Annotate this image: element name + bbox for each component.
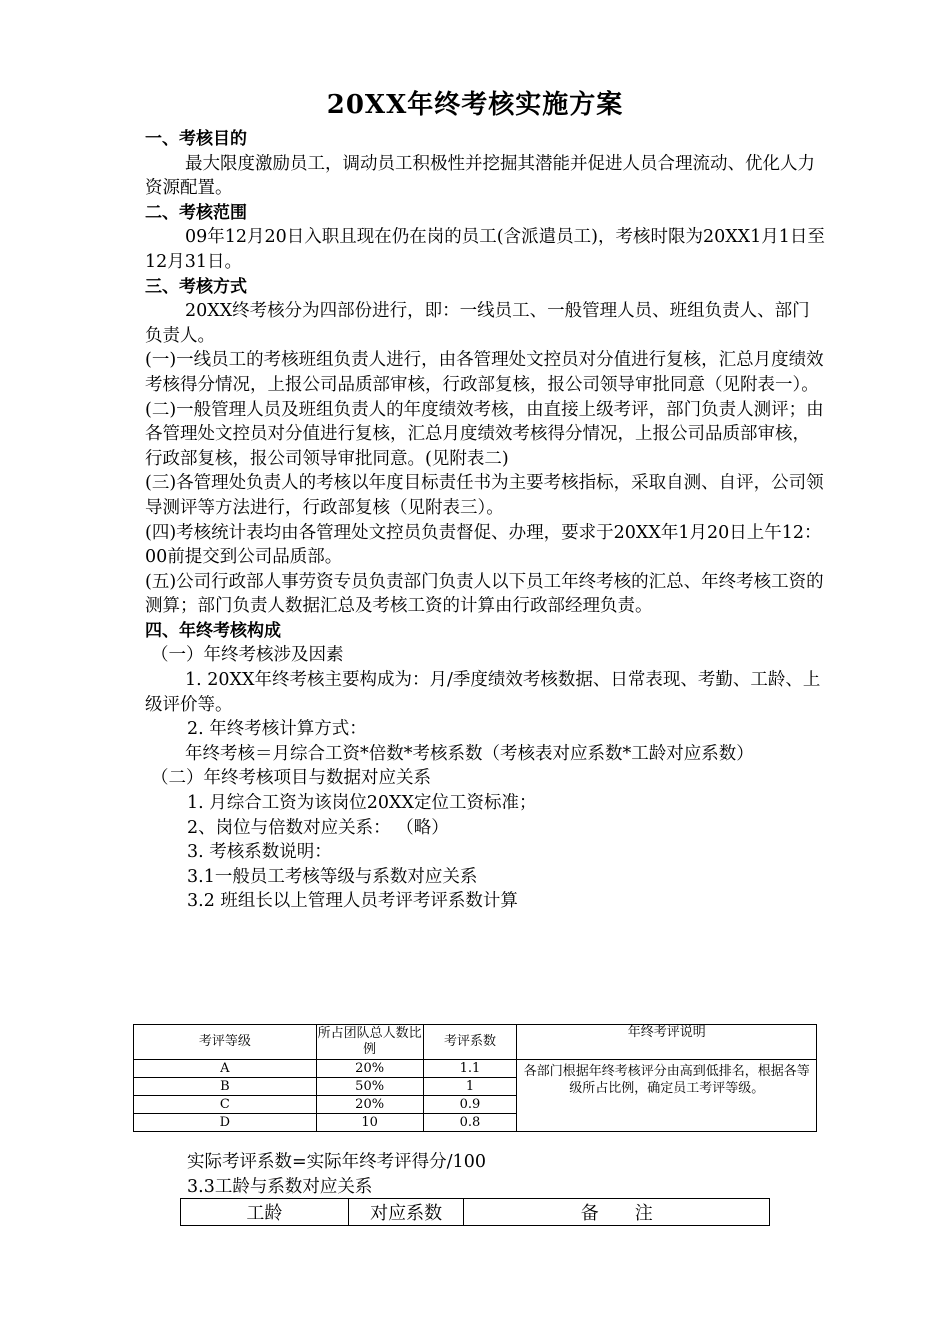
list-item: 3.1一般员工考核等级与系数对应关系 [187, 866, 478, 887]
table-cell: D [134, 1114, 317, 1132]
document-body [145, 127, 825, 914]
paragraph: 1. 20XX年终考核主要构成为：月/季度绩效考核数据、日常表现、考勤、工龄、上级评价等。 [145, 670, 821, 715]
list-item: 2、岗位与倍数对应关系： （略） [187, 817, 449, 838]
subsection-heading: （一）年终考核涉及因素 [151, 645, 344, 666]
table-cell: 10 [316, 1114, 423, 1132]
section-heading: 四、年终考核构成 [145, 620, 281, 641]
table-header-cell: 考评系数 [423, 1025, 517, 1060]
paragraph: (二)一般管理人员及班组负责人的年度绩效考核，由直接上级考评，部门负责人测评；由各管理处文控员对分值进行复核，汇总月度绩效考核得分情况，上报公司品质部审核，行政部复核，报公司领导审批同意。(见附表二) [145, 399, 824, 469]
section-heading: 一、考核目的 [145, 129, 247, 149]
paragraph: 2. 年终考核计算方式： [187, 719, 367, 740]
paragraph: (五)公司行政部人事劳资专员负责部门负责人以下员工年终考核的汇总、年终考核工资的测算；部门负责人数据汇总及考核工资的计算由行政部经理负责。 [145, 571, 824, 617]
table-header-cell: 工龄 [181, 1199, 349, 1226]
table-cell: 0.8 [423, 1114, 517, 1132]
table-header-cell: 所占团队总人数比例 [316, 1025, 423, 1060]
table-cell: C [134, 1096, 317, 1114]
subsection-heading: （二）年终考核项目与数据对应关系 [151, 768, 431, 789]
document-title: 20XX年终考核实施方案 [326, 90, 624, 120]
table-note-cell: 各部门根据年终考核评分由高到低排名，根据各等级所占比例，确定员工考评等级。 [517, 1060, 817, 1132]
table-header-row [134, 1025, 817, 1060]
table-header-row [181, 1199, 770, 1226]
table-row [134, 1060, 817, 1078]
table-cell: 1 [423, 1078, 517, 1096]
table-header-cell: 备 注 [464, 1199, 770, 1226]
paragraph: (一)一线员工的考核班组负责人进行，由各管理处文控员对分值进行复核，汇总月度绩效考核得分情况，上报公司品质部审核，行政部复核，报公司领导审批同意（见附表一）。 [145, 350, 824, 395]
grade-coefficient-table [133, 1024, 817, 1132]
paragraph: 最大限度激励员工，调动员工积极性并挖掘其潜能并促进人员合理流动、优化人力资源配置。 [145, 153, 815, 199]
table-header-cell: 对应系数 [348, 1199, 464, 1226]
paragraph: 20XX终考核分为四部份进行，即：一线员工、一般管理人员、班组负责人、部门负责人。 [145, 301, 810, 346]
section-heading: 三、考核方式 [145, 276, 247, 297]
list-item: 3.2 班组长以上管理人员考评考评系数计算 [187, 891, 518, 912]
table-cell: 20% [316, 1060, 423, 1078]
table-cell: 1.1 [423, 1060, 517, 1078]
table-header-cell: 年终考评说明 [517, 1025, 817, 1060]
formula: 实际考评系数=实际年终考评得分/100 [187, 1152, 486, 1172]
paragraph: (三)各管理处负责人的考核以年度目标责任书为主要考核指标，采取自测、自评，公司领导测评等方法进行，行政部复核（见附表三）。 [145, 473, 824, 518]
table-cell: 0.9 [423, 1096, 517, 1114]
after-table-text [187, 1150, 486, 1199]
table-cell: B [134, 1078, 317, 1096]
list-item: 3. 考核系数说明： [187, 842, 332, 863]
paragraph: 09年12月20日入职且现在仍在岗的员工(含派遣员工)，考核时限为20XX1月1日至12月31日。 [145, 227, 825, 272]
table-cell: 50% [316, 1078, 423, 1096]
seniority-coefficient-table [180, 1198, 770, 1226]
list-item: 3.3工龄与系数对应关系 [187, 1176, 373, 1197]
table-cell: 20% [316, 1096, 423, 1114]
paragraph: (四)考核统计表均由各管理处文控员负责督促、办理，要求于20XX年1月20日上午12：00前提交到公司品质部。 [145, 522, 822, 568]
table-cell: A [134, 1060, 317, 1078]
list-item: 1. 月综合工资为该岗位20XX定位工资标准； [187, 793, 537, 814]
formula: 年终考核＝月综合工资*倍数*考核系数（考核表对应系数*工龄对应系数） [185, 743, 754, 764]
section-heading: 二、考核范围 [145, 202, 247, 223]
table-header-cell: 考评等级 [134, 1025, 317, 1060]
